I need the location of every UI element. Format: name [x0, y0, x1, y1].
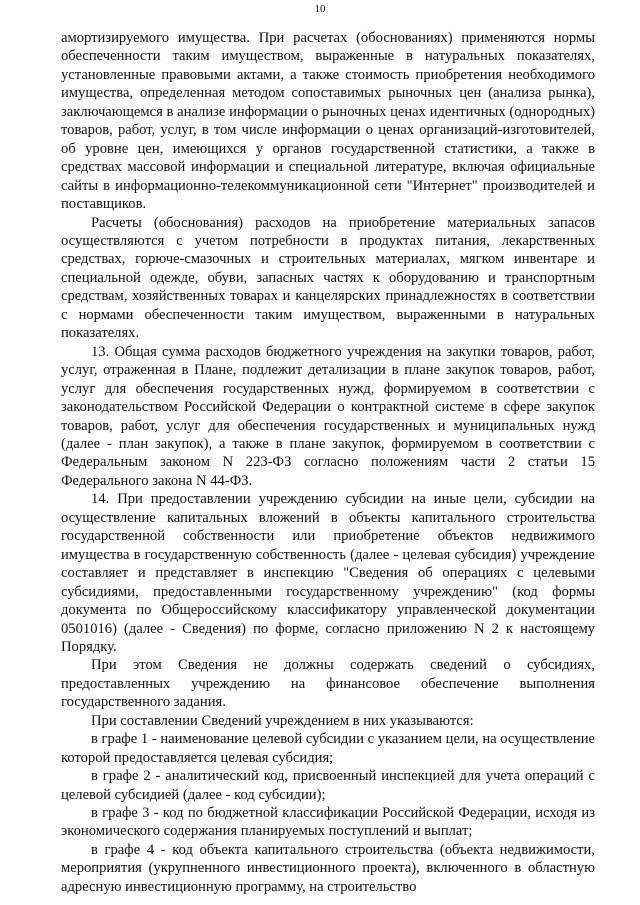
- paragraph-information-fields-intro: При составлении Сведений учреждением в них указываются:: [91, 712, 474, 729]
- paragraph-information-exclusion: При этом Сведения не должны содержать сведений о субсидиях, предоставленных учреждению на финансовое обеспечение выполнения государственного задания.: [61, 657, 595, 711]
- paragraph-14-target-subsidy: 14. При предоставлении учреждению субсидии на иные цели, субсидии на осуществление капитальных вложений в объекты капитального строительства государственной собственности или приобретение объектов недвижимого имущества в государственную собственность (далее - целевая субсидия) учреждение составляет и представляет в инспекцию "Сведения об операциях с целевыми субсидиями, предоставленными государственному учреждению" (код формы документа по Общероссийскому классификатору управленческой документации 0501016) (далее - Сведения) по форме, согласно приложению N 2 к настоящему Порядку.: [61, 491, 595, 655]
- paragraph-property-justification: амортизируемого имущества. При расчетах (обоснованиях) применяются нормы обеспеченности таким имуществом, выраженные в натуральных показателях, установленные правовыми актами, а также стоимость приобретения необходимого имущества, определенная методом сопоставимых рыночных цен (анализа рынка), заключающемся в анализе информации о рыночных ценах идентичных (однородных) товаров, работ, услуг, в том числе информации о ценах организаций-изготовителей, об уровне цен, имеющихся у органов государственной статистики, а также в средствах массовой информации и специальной литературе, включая официальные сайты в информационно-телекоммуникационной сети "Интернет" производителей и поставщиков.: [61, 30, 595, 213]
- page-number: 10: [314, 3, 326, 15]
- paragraph-column-1: в графе 1 - наименование целевой субсидии с указанием цели, на осуществление которой предоставляется целевая субсидия;: [61, 731, 595, 766]
- document-body: [61, 29, 595, 896]
- paragraph-column-4: в графе 4 - код объекта капитального строительства (объекта недвижимости, мероприятия (укрупненного инвестиционного проекта), включенного в областную адресную инвестиционную программу, на строительство: [61, 841, 595, 895]
- paragraph-material-reserves: Расчеты (обоснования) расходов на приобретение материальных запасов осуществляются с учетом потребности в продуктах питания, лекарственных средствах, горюче-смазочных и строительных материалах, мягком инвентаре и специальной одежде, обуви, запасных частях к оборудованию и транспортным средствам, хозяйственных товарах и канцелярских принадлежностях в соответствии с нормами обеспеченности таким имуществом, выраженными в натуральных показателях.: [61, 214, 595, 342]
- paragraph-column-3: в графе 3 - код по бюджетной классификации Российской Федерации, исходя из экономического содержания планируемых поступлений и выплат;: [61, 805, 595, 840]
- paragraph-13-procurement: 13. Общая сумма расходов бюджетного учреждения на закупки товаров, работ, услуг, отраженная в Плане, подлежит детализации в плане закупок товаров, работ, услуг для обеспечения государственных нужд, формируемом в соответствии с законодательством Российской Федерации о контрактной системе в сфере закупок товаров, работ, услуг для обеспечения государственных и муниципальных нужд (далее - план закупок), а также в плане закупок, формируемом в соответствии с Федеральным законом N 223-ФЗ согласно положениям части 2 статьи 15 Федерального закона N 44-ФЗ.: [61, 343, 595, 489]
- paragraph-column-2: в графе 2 - аналитический код, присвоенный инспекцией для учета операций с целевой субсидией (далее - код субсидии);: [61, 768, 595, 803]
